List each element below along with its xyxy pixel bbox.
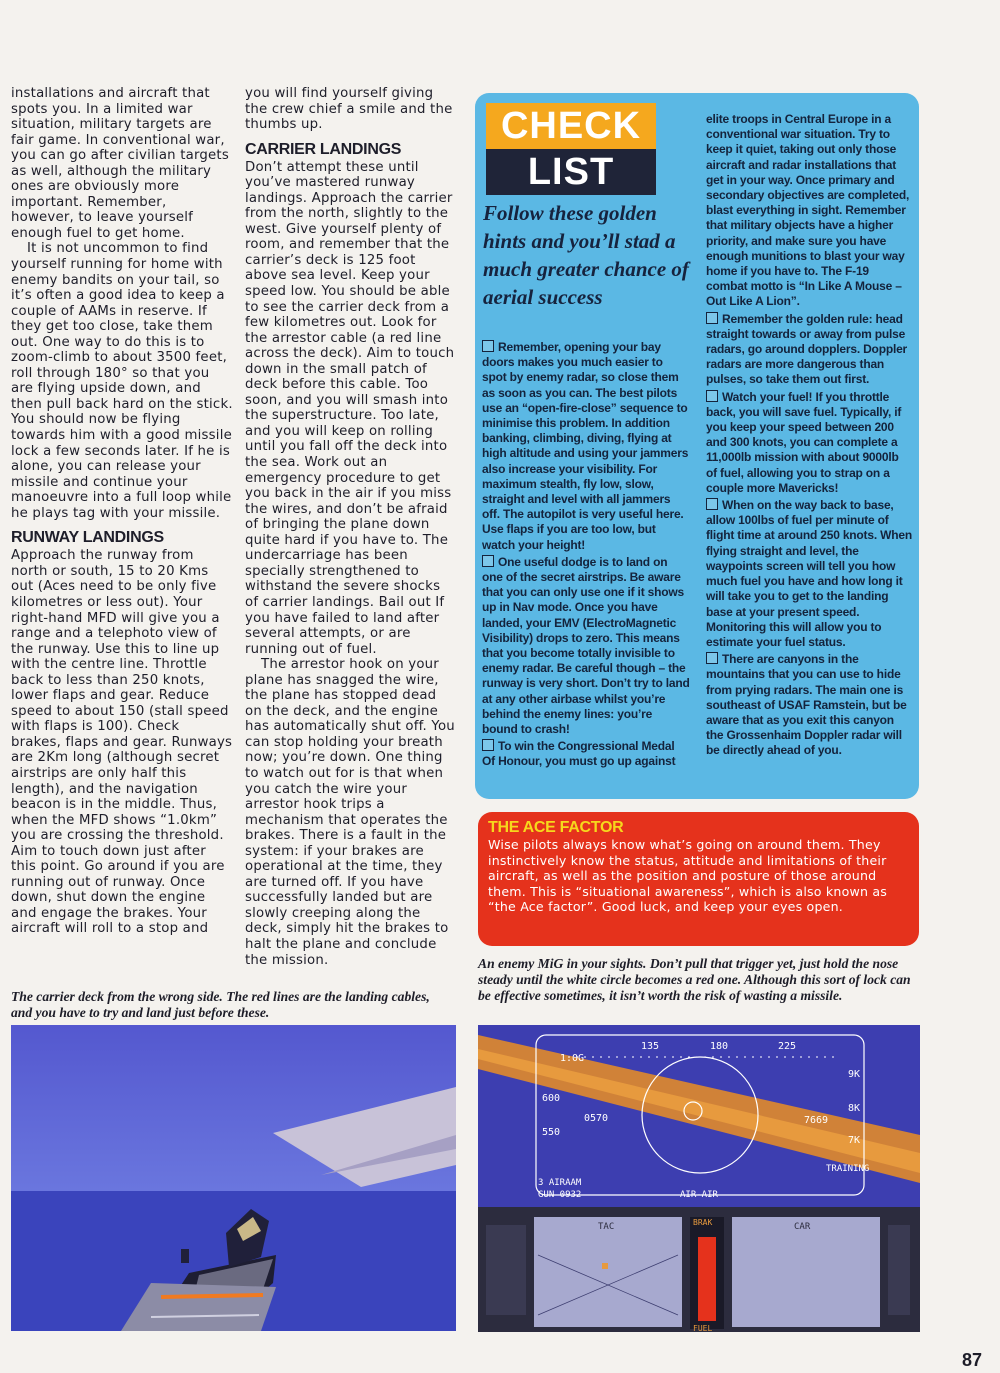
- body-paragraph: Approach the runway from north or south, 15 to 20 Kms out (Aces need to be only five kilometres or less out). Your right-hand MFD will give you a range and a telephoto view of the runway. Use this to line up with the centre line. Throttle back to less than 250 knots, lower flaps and gear. Reduce speed to about 150 (stall speed with flaps is 100). Check brakes, flaps and gear. Runways are 2Km long (although secret airstrips are only half this length), and the navigation beacon is in the middle. Thus, when the MFD shows “1.0km” you are crossing the threshold. Aim to touch down just after this point. Go around if you are running out of runway. Once down, shut down the engine and engage the brakes. Your aircraft will roll to a stop and: [11, 548, 233, 937]
- cockpit-hud-image: [478, 1025, 920, 1332]
- body-paragraph: It is not uncommon to find yourself running for home with enemy bandits on your tail, so it’s often a good idea to keep a couple of AAMs in reserve. If they get too close, take them out. One way to do this is to zoom-climb to about 3500 feet, roll through 180° so that you are flying upside down, and then pull back hard on the stick. You should now be flying towards him with a good missile lock a few seconds later. If he is alone, you can release your missile and continue your manoeuvre into a full loop while he plays tag with your missile.: [11, 241, 233, 521]
- checkbox-icon: [482, 340, 494, 352]
- checklist-item: One useful dodge is to land on one of the secret airstrips. Be aware that you can only use one if it shows up in Nav mode. Once you have landed, your EMV (ElectroMagnetic Visibility) drops to zero. This means that you become totally invisible to enemy radar. Be careful though – the runway is very short. Don’t try to land at any other airbase whilst you’re behind the enemy lines: you’re bound to crash!: [482, 554, 690, 737]
- hud-alt-mid: 8K: [848, 1103, 861, 1114]
- checkbox-icon: [706, 312, 718, 324]
- checkbox-icon: [706, 390, 718, 402]
- checklist-item-continued: elite troops in Central Europe in a conventional war situation. Try to keep it quiet, taking out only those aircraft and radar installations that get in your way. Once primary and secondary objectives are completed, blast everything in sight. Remember that military objects have a higher priority, and make sure you have enough munitions to blast your way home if you have to. The F-19 combat motto is “In Like A Mouse – Out Like A Lion”.: [706, 112, 910, 309]
- hud-speed-upper: 600: [542, 1093, 561, 1104]
- hud-alt-upper: 9K: [848, 1069, 861, 1080]
- carrier-scene-image: [11, 1025, 456, 1331]
- hud-alt-current: 7669: [804, 1115, 829, 1126]
- checklist-item: Watch your fuel! If you throttle back, you will save fuel. Typically, if you keep your speed between 200 and 300 knots, you can complete a 11,000lb mission with about 9000lb of fuel, allowing you to strap on a couple more Mavericks!: [706, 389, 902, 495]
- body-paragraph: Don’t attempt these until you’ve mastered runway landings. Approach the carrier from the north, slightly to the west. Give yourself plenty of room, and remember that the carrier’s deck is 125 foot above sea level. Keep your speed low. You should be able to see the carrier deck from a few kilometres out. Look for the arrestor cable (a red line across the deck). Aim to touch down in the small patch of deck before this cable. Too soon, and you will smash into the superstructure. Too late, and you will keep on rolling until you fall off the deck into the sea. Work out an emergency procedure to get you back in the air if you miss the wires, and don’t be afraid of bringing the plane down quite hard if you have to. The undercarriage has been specially strengthened to withstand the severe shocks of carrier landings. Bail out If you have failed to land after several attempts, or are running out of fuel.: [245, 159, 455, 657]
- screenshot-carrier-deck: [11, 1025, 456, 1331]
- hud-speed-lower: 550: [542, 1127, 561, 1138]
- hud-heading-right: 225: [778, 1041, 797, 1052]
- hud-weapon: 3 AIRAAM: [538, 1178, 582, 1188]
- fuel-label: FUEL: [693, 1324, 713, 1332]
- hud-heading-mid: 180: [710, 1041, 729, 1052]
- checklist-item: There are canyons in the mountains that you can use to hide from prying radars. The main one is southeast of USAF Ramstein, but be aware that as you exit this canyon the Grossenhaim Doppler radar will be directly ahead of you.: [706, 652, 907, 758]
- hud-mode: AIR-AIR: [680, 1190, 718, 1200]
- checklist-item: Remember, opening your bay doors makes you much easier to spot by enemy radar, so close them as soon as you can. The best pilots use an “open-fire-close” sequence to minimise this problem. In addition banking, climbing, diving, flying at high altitude and using your jammers also increase your visibility. For maximum stealth, fly low, slow, straight and level with all jammers off. The autopilot is very useful here. Use flaps if you are too low, but watch your height!: [482, 340, 689, 552]
- checklist-column-right: [706, 112, 912, 759]
- checklist-item: To win the Congressional Medal Of Honour, you must go up against: [482, 739, 676, 769]
- mfd-left-label: TAC: [598, 1222, 615, 1232]
- mfd-left: [534, 1217, 682, 1327]
- screenshot-hud-view: [478, 1025, 920, 1332]
- ace-factor-text: Wise pilots always know what’s going on around them. They instinctively know the status, attitude and limitations of their aircraft, as well as the position and posture of those around them. This is “situational awareness”, which is also known as “the Ace factor”. Good luck, and keep your eyes open.: [488, 837, 888, 915]
- caption-enemy-mig: An enemy MiG in your sights. Don’t pull that trigger yet, just hold the nose steady until the white circle becomes a red one. Although this sort of lock can be effective sometimes, it isn’t worth the risk of wasting a missile.: [478, 956, 911, 1003]
- checklist-intro: Follow these golden hints and you’ll stad a much greater chance of aerial success: [483, 201, 689, 309]
- hud-alt-lower: 7K: [848, 1135, 861, 1146]
- checkbox-icon: [482, 555, 494, 567]
- caption-carrier-deck: The carrier deck from the wrong side. The red lines are the landing cables, and you have to try and land just before these.: [11, 989, 430, 1020]
- checklist-column-left: [482, 340, 690, 770]
- hud-heading-left: 135: [641, 1041, 660, 1052]
- brake-label: BRAK: [693, 1218, 713, 1227]
- hud-gun: GUN 0932: [538, 1190, 582, 1200]
- checklist-item: Remember the golden rule: head straight towards or away from pulse radars, go around dopplers. Doppler radars are more dangerous than pulses, so take them out first.: [706, 311, 908, 387]
- mfd-right: [732, 1217, 880, 1327]
- checkbox-icon: [482, 739, 494, 751]
- checklist-panel: [475, 93, 919, 799]
- page-number: 87: [962, 1350, 983, 1370]
- checkbox-icon: [706, 498, 718, 510]
- checklist-item: When on the way back to base, allow 100lbs of fuel per minute of flight time at around 250 knots. When flying straight and level, the waypoints screen will tell you how much fuel you have and how long it will take you to get to the landing base at your present speed. Monitoring this will allow you to estimate your fuel status.: [706, 498, 912, 649]
- arrestor-cable: [161, 1295, 263, 1297]
- checkbox-icon: [706, 652, 718, 664]
- fuel-gauge: [698, 1237, 716, 1321]
- checklist-title-check: CHECK: [486, 103, 656, 149]
- hud-g-readout: 1.0G: [560, 1053, 585, 1064]
- mfd-right-label: CAR: [794, 1222, 811, 1232]
- hud-speed-current: 0570: [584, 1113, 609, 1124]
- hud-mode-tag: TRAINING: [826, 1164, 870, 1174]
- body-paragraph: you will find yourself giving the crew chief a smile and the thumbs up.: [245, 86, 453, 133]
- section-heading-carrier-landings: CARRIER LANDINGS: [245, 140, 402, 158]
- article-column-2: [245, 86, 457, 968]
- body-paragraph: installations and aircraft that spots you. In a limited war situation, military targets are fair game. In conventional war, you can go after civilian targets as well, although the military ones are obviously more important. Remember, however, to leave yourself enough fuel to get home.: [11, 86, 229, 241]
- ace-factor-title: THE ACE FACTOR: [488, 819, 624, 836]
- ace-factor-box: [478, 812, 919, 946]
- article-column-1: [11, 86, 233, 937]
- section-heading-runway-landings: RUNWAY LANDINGS: [11, 529, 164, 547]
- body-paragraph: The arrestor hook on your plane has snagged the wire, the plane has stopped dead on the deck, and the engine has automatically shut off. You can stop holding your breath now; you’re down. One thing to watch out for is that when you catch the wire your arrestor hook trips a mechanism that operates the brakes. There is a fault in the system: if your brakes are operational at the time, they are turned off. If you have successfully landed but are slowly creeping along the deck, simply hit the brakes to halt the plane and conclude the mission.: [245, 657, 455, 968]
- checklist-title-list: LIST: [486, 149, 656, 195]
